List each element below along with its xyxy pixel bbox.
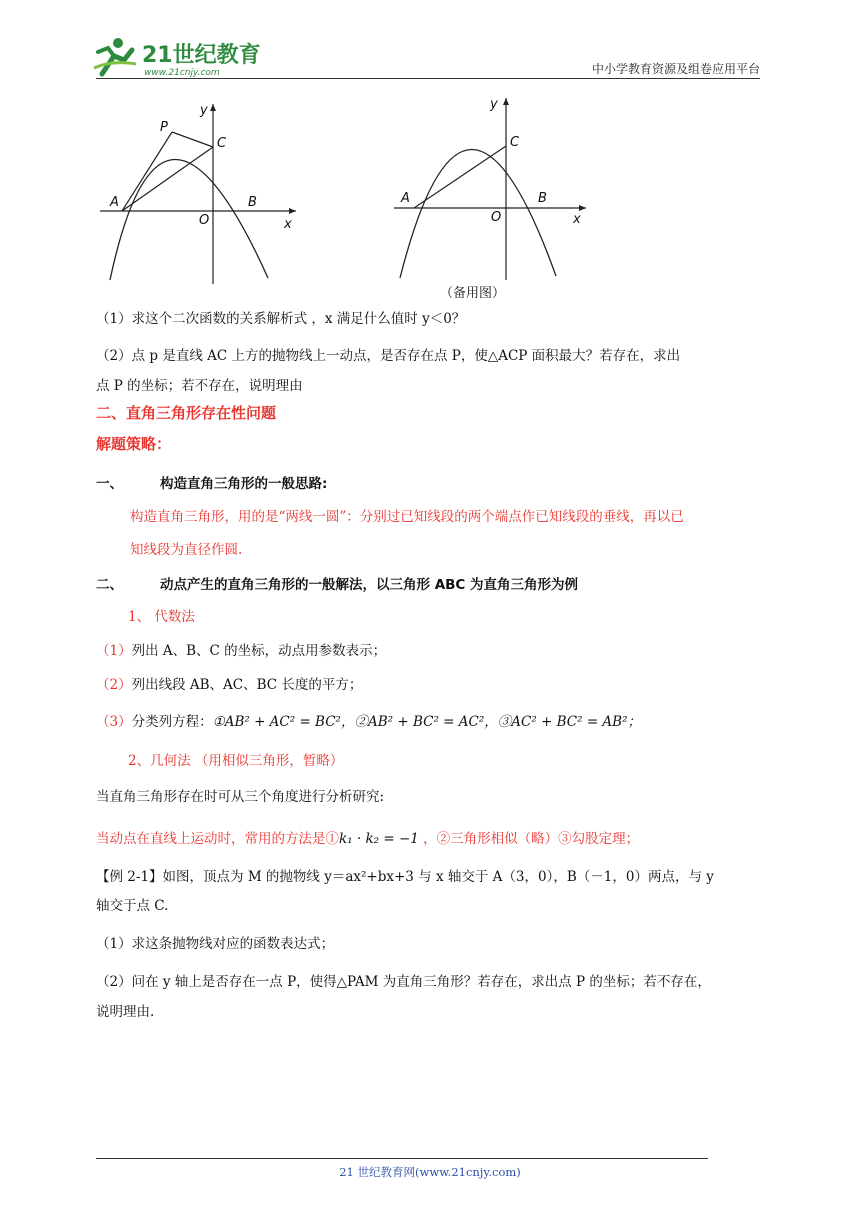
step-3: （3）分类列方程：①AB² + AC² = BC²，②AB² + BC² = AC²，③AC² + BC² = AB²； — [96, 714, 642, 730]
item-2-title: 动点产生的直角三角形的一般解法，以三角形 ABC 为直角三角形为例 — [160, 577, 579, 593]
fig2-label-O: O — [491, 210, 502, 225]
step-3-prefix: 分类列方程： — [131, 714, 213, 730]
step-1-text: 列出 A、B、C 的坐标，动点用参数表示； — [131, 643, 387, 659]
moving-prefix: 当动点在直线上运动时，常用的方法是① — [96, 831, 339, 847]
fig2-label-A: A — [401, 191, 410, 206]
question-2-line-1: （2）点 p 是直线 AC 上方的抛物线上一动点，是否存在点 P，使△ACP 面积最大？若存在，求出 — [96, 348, 681, 364]
item-1-title: 构造直角三角形的一般思路: — [160, 476, 328, 492]
item-1-desc-line-1: 构造直角三角形，用的是“两线一圆”：分别过已知线段的两个端点作已知线段的垂线，再以已 — [130, 509, 684, 525]
header-platform-name: 中小学教育资源及组卷应用平台 — [591, 62, 760, 76]
example-line-1: 【例 2-1】如图，顶点为 M 的抛物线 y＝ax²+bx+3 与 x 轴交于 A（3，0），B（－1，0）两点，与 y — [96, 869, 714, 885]
strategy-title: 解题策略： — [96, 435, 172, 453]
step-2: （2）列出线段 AB、AC、BC 长度的平方； — [96, 677, 363, 693]
fig2-label-y: y — [490, 97, 498, 112]
fig1-label-A: A — [110, 195, 119, 210]
footer-divider — [96, 1158, 708, 1159]
step-3-equations: ①AB² + AC² = BC²，②AB² + BC² = AC²，③AC² + BC² = AB²； — [212, 714, 642, 730]
figure-parabola-main — [96, 100, 306, 286]
logo-url: www.21cnjy.com — [144, 68, 220, 78]
item-1-number: 一、 — [96, 476, 123, 492]
question-1: （1）求这个二次函数的关系解析式 ，x 满足什么值时 y＜0？ — [96, 311, 466, 327]
example-question-1: （1）求这条抛物线对应的函数表达式； — [96, 936, 335, 952]
fig1-label-B: B — [248, 195, 257, 210]
figure-parabola-spare — [390, 92, 600, 282]
step-2-text: 列出线段 AB、AC、BC 长度的平方； — [131, 677, 363, 693]
question-2-line-2: 点 P 的坐标；若不存在，说明理由 — [96, 378, 303, 394]
fig1-label-y: y — [200, 103, 208, 118]
fig1-label-x: x — [284, 217, 292, 232]
logo-text: 21世纪教育 — [142, 43, 261, 68]
fig1-label-O: O — [199, 213, 210, 228]
item-1-desc-line-2: 知线段为直径作圆. — [130, 542, 243, 558]
example-line-2: 轴交于点 C. — [96, 898, 169, 914]
runner-icon — [94, 38, 136, 74]
method-1-title: 1、 代数法 — [128, 609, 195, 625]
fig2-label-C: C — [510, 135, 520, 150]
fig2-label-B: B — [538, 191, 547, 206]
header-divider — [96, 78, 760, 79]
site-logo — [92, 34, 262, 78]
figure-caption: （备用图） — [440, 286, 506, 301]
moving-point-sentence — [96, 829, 639, 849]
fig1-label-C: C — [217, 136, 227, 151]
example-question-2-line-1: （2）问在 y 轴上是否存在一点 P，使得△PAM 为直角三角形？若存在，求出点 P 的坐标；若不存在， — [96, 974, 711, 990]
footer-text: 21 世纪教育网(www.21cnjy.com) — [339, 1165, 521, 1179]
section-2-title: 二、直角三角形存在性问题 — [96, 404, 277, 422]
moving-suffix: ，②三角形相似（略）③勾股定理； — [418, 831, 640, 847]
fig1-label-P: P — [160, 120, 168, 135]
angles-sentence: 当直角三角形存在时可从三个角度进行分析研究: — [96, 789, 385, 805]
method-2-title: 2、几何法 （用相似三角形，暂略） — [128, 753, 344, 769]
item-2-number: 二、 — [96, 577, 123, 593]
step-1: （1）列出 A、B、C 的坐标，动点用参数表示； — [96, 643, 387, 659]
example-question-2-line-2: 说明理由. — [96, 1004, 155, 1020]
slope-product-equation: k₁ · k₂ = −1 — [339, 831, 419, 847]
fig2-label-x: x — [573, 212, 581, 227]
